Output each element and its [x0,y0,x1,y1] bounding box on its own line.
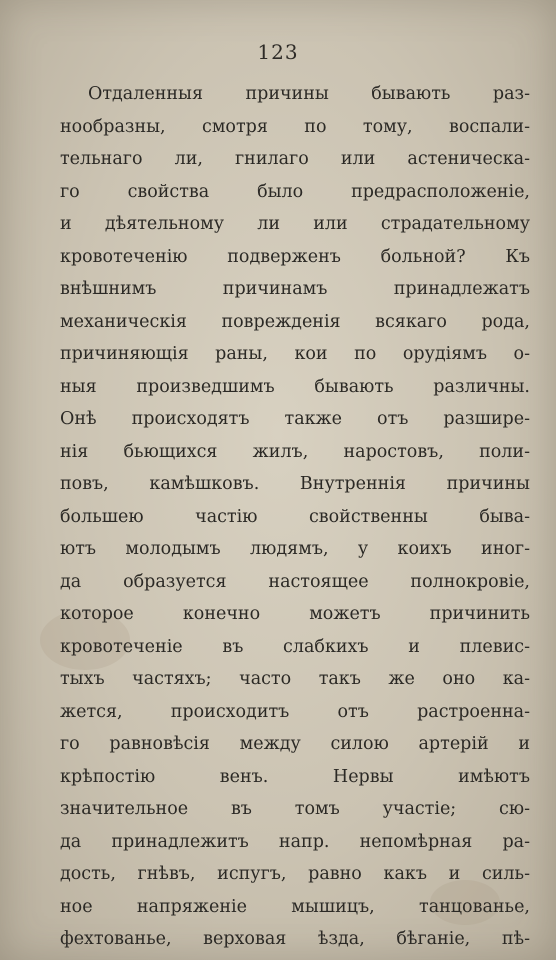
text-line: крѣпостiю венъ. Нервы имѣютъ [60,766,530,787]
text-line: тельнаго ли, гнилаго или астеническа- [60,149,530,169]
text-line: кровотеченiю подверженъ больной? Къ [60,246,530,267]
text-line: жется, происходитъ отъ растроенна- [60,701,530,722]
text-line: да принадлежитъ напр. непомѣрная ра- [60,831,530,852]
text-line: механическiя поврежденiя всякаго рода, [60,311,530,332]
text-line: большею частiю свойственны быва- [60,506,530,527]
text-line: тыхъ частяхъ; часто такъ же оно ка- [60,669,530,689]
text-line: Отдаленныя причины бывають раз- [88,84,530,104]
text-line: Онѣ происходятъ также отъ разшире- [60,409,530,429]
text-line: ютъ молодымъ людямъ, у коихъ иног- [60,539,530,559]
text-line: которое конечно можетъ причинить [60,604,530,624]
text-line: значительное въ томъ участiе; сю- [60,799,530,819]
text-line: кровотеченiе въ слабкихъ и плевис- [60,636,530,657]
text-line: нообразны, смотря по тому, воспали- [60,116,530,137]
text-line: да образуется настоящее полнокровiе, [60,571,530,592]
page-number: 123 [257,40,299,64]
text-line: и дѣятельному ли или страдательному [60,214,530,234]
text-line: ное напряженiе мышицъ, танцованье, [60,896,530,917]
text-line: го равновѣсiя между силою артерiй и [60,734,530,754]
text-line: ныя произведшимъ бывають различны. [60,376,530,397]
text-line: нiя бьющихся жилъ, наростовъ, поли- [60,441,530,462]
text-line: повъ, камѣшковъ. Внутреннiя причины [60,474,530,494]
text-line: го свойства было предрасположенiе, [60,181,530,202]
text-line: дость, гнѣвъ, испугъ, равно какъ и силь- [60,864,530,884]
text-line: фехтованье, верховая ѣзда, бѣганiе, пѣ- [60,929,530,949]
text-line: причиняющiя раны, кои по орудiямъ о- [60,344,530,364]
text-line: внѣшнимъ причинамъ принадлежатъ [60,279,530,299]
body-text [60,78,530,956]
